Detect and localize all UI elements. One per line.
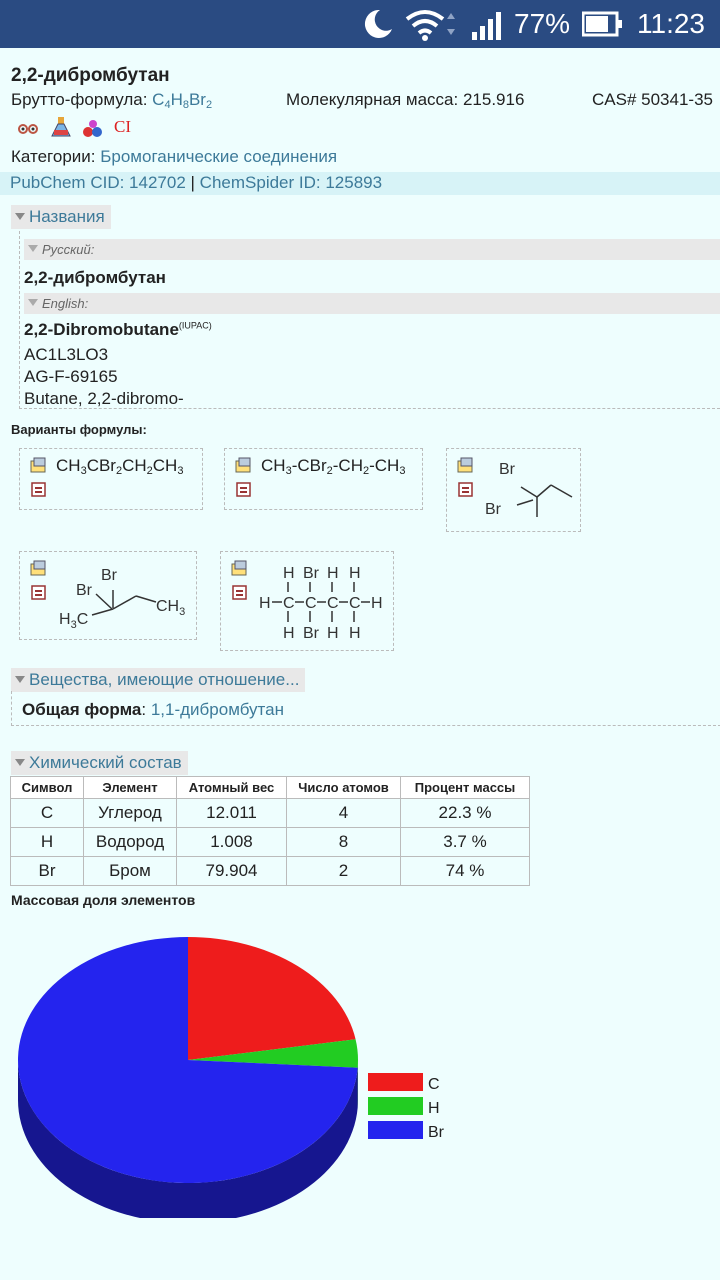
formula-variant-2	[224, 448, 423, 510]
copy-icon[interactable]	[30, 560, 48, 576]
copy-icon[interactable]	[457, 457, 475, 473]
full-structure	[255, 558, 389, 646]
formula-variant-semistructural	[19, 551, 197, 640]
pubchem-link[interactable]: PubChem CID: 142702	[10, 173, 186, 192]
legend-label-H: H	[428, 1100, 440, 1117]
svg-text:H: H	[283, 565, 295, 582]
insert-icon[interactable]	[235, 481, 253, 497]
column-header: Элемент	[84, 777, 177, 799]
chart-title: Массовая доля элементов	[11, 892, 196, 908]
formula-variant-skeletal	[446, 448, 581, 532]
skeletal-structure	[477, 453, 577, 527]
formula-text-2: $CH_3-CBr_2-CH_2-CH_3$	[261, 456, 406, 477]
insert-icon[interactable]	[30, 584, 48, 600]
ci-link[interactable]: CI	[114, 117, 131, 136]
copy-icon[interactable]	[231, 560, 249, 576]
english-label: English:	[24, 293, 720, 314]
collapse-arrow-icon	[15, 676, 25, 683]
category-link[interactable]: Бромоганические соединения	[100, 147, 338, 166]
insert-icon[interactable]	[231, 584, 249, 600]
svg-text:Br: Br	[101, 567, 117, 584]
status-bar	[0, 0, 720, 48]
svg-text:H: H	[283, 625, 295, 642]
svg-text:C: C	[305, 595, 317, 612]
svg-text:H: H	[349, 625, 361, 642]
legend-swatch-Br	[368, 1121, 423, 1139]
svg-text:CH3: $CH_3$	[156, 598, 186, 618]
svg-text:H: H	[259, 595, 271, 612]
synonym: Butane, 2,2-dibromo-	[24, 389, 184, 408]
cas-number: CAS# 50341-35	[592, 90, 713, 109]
copy-icon[interactable]	[30, 457, 48, 473]
insert-icon[interactable]	[457, 481, 475, 497]
svg-text:H: H	[327, 565, 339, 582]
formula-variant-1	[19, 448, 203, 510]
general-form-row: Общая форма: 1,1-дибромбутан	[22, 700, 284, 719]
legend-label-Br: Br	[428, 1124, 444, 1141]
svg-text:H3C: $H_3C$	[59, 611, 89, 631]
russian-name: 2,2-дибромбутан	[24, 268, 166, 287]
names-section-header[interactable]: Названия	[11, 205, 111, 229]
formula-text-1: $CH_3CBr_2CH_2CH_3$	[56, 456, 184, 477]
legend-label-C: C	[428, 1076, 440, 1093]
svg-text:Br: Br	[303, 565, 319, 582]
related-section-header[interactable]: Вещества, имеющие отношение...	[11, 668, 305, 692]
svg-text:C: C	[283, 595, 295, 612]
brutto-label: Брутто-формула:	[11, 90, 148, 109]
battery-icon	[582, 10, 624, 38]
external-ids-row: PubChem CID: 142702 | ChemSpider ID: 125893	[0, 172, 720, 195]
synonym: AG-F-69165	[24, 367, 118, 386]
table-row: Br Бром 79.904 2 74 %	[11, 857, 530, 886]
names-section	[19, 231, 720, 409]
legend-swatch-C	[368, 1073, 423, 1091]
table-row: H Водород 1.008 8 3.7 %	[11, 828, 530, 857]
english-name-main: 2,2-Dibromobutane$^{(IUPAC)}$	[24, 320, 212, 339]
mass-fraction-pie-chart	[0, 918, 470, 1218]
pie-slice-C	[188, 937, 356, 1060]
insert-icon[interactable]	[30, 481, 48, 497]
signal-icon	[472, 10, 508, 40]
brutto-formula-link[interactable]: $C_4H_8Br_2$	[152, 90, 213, 111]
svg-text:C: C	[349, 595, 361, 612]
brutto-formula-row	[11, 90, 212, 111]
moon-icon	[360, 7, 394, 41]
svg-text:Br: Br	[499, 461, 515, 478]
compound-title: 2,2-дибромбутан	[11, 65, 170, 86]
legend-swatch-H	[368, 1097, 423, 1115]
table-header-row	[11, 777, 530, 799]
svg-text:Br: Br	[485, 501, 501, 518]
molar-mass: Молекулярная масса: 215.916	[286, 90, 525, 109]
categories-row: Категории: Бромоганические соединения	[11, 147, 338, 166]
molecule-icon[interactable]	[82, 118, 104, 138]
semistructural-structure	[56, 558, 194, 636]
copy-icon[interactable]	[235, 457, 253, 473]
svg-text:H: H	[349, 565, 361, 582]
wifi-icon	[405, 9, 457, 41]
column-header: Атомный вес	[177, 777, 287, 799]
column-header: Процент массы	[401, 777, 530, 799]
formula-variants-label: Варианты формулы:	[11, 422, 147, 437]
glasses-icon[interactable]	[18, 120, 38, 136]
related-section	[11, 691, 720, 726]
flask-icon[interactable]	[50, 116, 72, 138]
column-header: Символ	[11, 777, 84, 799]
svg-text:H: H	[327, 625, 339, 642]
composition-section-header[interactable]: Химический состав	[11, 751, 188, 775]
synonym: AC1L3LO3	[24, 345, 109, 364]
composition-table	[10, 776, 530, 886]
russian-label: Русский:	[24, 239, 720, 260]
formula-variant-full	[220, 551, 394, 651]
general-form-link[interactable]: 1,1-дибромбутан	[150, 700, 284, 719]
clock: 11:23	[637, 8, 705, 39]
table-row: C Углерод 12.011 4 22.3 %	[11, 799, 530, 828]
collapse-arrow-icon	[15, 213, 25, 220]
collapse-arrow-icon	[15, 759, 25, 766]
svg-text:H: H	[371, 595, 383, 612]
battery-percent: 77%	[514, 8, 571, 39]
svg-text:C: C	[327, 595, 339, 612]
svg-text:Br: Br	[303, 625, 319, 642]
chemspider-link[interactable]: ChemSpider ID: 125893	[199, 173, 383, 192]
column-header: Число атомов	[287, 777, 401, 799]
svg-text:Br: Br	[76, 582, 92, 599]
english-synonyms	[24, 344, 184, 410]
